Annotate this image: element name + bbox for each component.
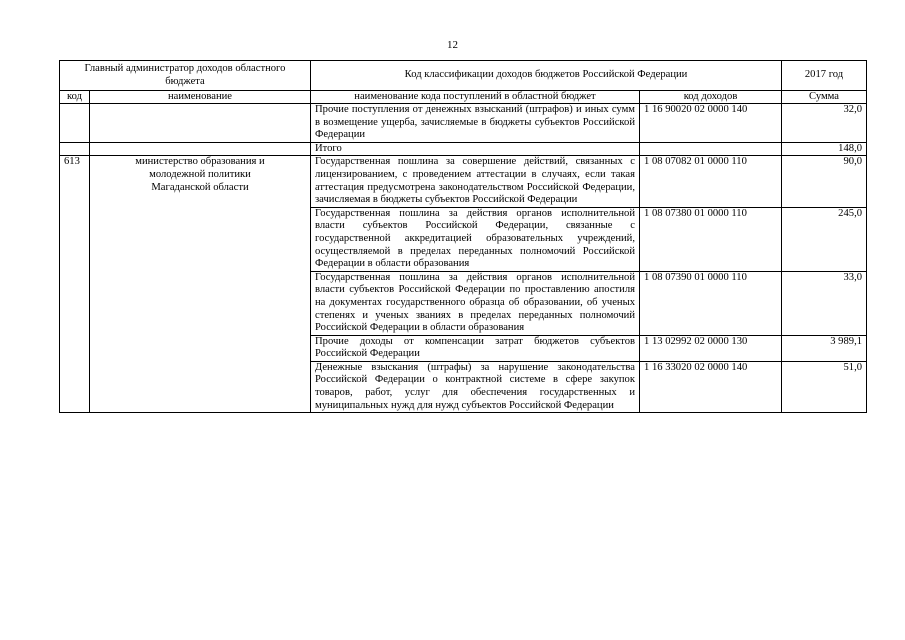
income-code-cell: 1 08 07380 01 0000 110 — [640, 207, 782, 271]
income-description-cell: Прочие доходы от компенсации затрат бюджетов субъектов Российской Федерации — [311, 335, 640, 361]
header-admin-group: Главный администратор доходов областного бюджета — [60, 61, 311, 91]
revenue-table — [59, 60, 867, 413]
admin-code-cell — [60, 142, 90, 156]
table-header-row — [60, 61, 867, 91]
income-description-cell: Денежные взыскания (штрафы) за нарушение законодательства Российской Федерации о контрактной системе в сфере закупок товаров, работ, услуг для обеспечения государственных и муниципальных нужд для нужд субъектов Российской Федерации — [311, 361, 640, 412]
table-subheader-row — [60, 91, 867, 104]
income-code-cell: 1 16 90020 02 0000 140 — [640, 104, 782, 143]
amount-cell: 33,0 — [782, 271, 867, 335]
header-sum: Сумма — [782, 91, 867, 104]
admin-name-cell — [90, 156, 311, 413]
amount-cell: 245,0 — [782, 207, 867, 271]
amount-cell: 3 989,1 — [782, 335, 867, 361]
admin-name-cell — [90, 104, 311, 143]
income-code-cell: 1 08 07390 01 0000 110 — [640, 271, 782, 335]
admin-code-cell — [60, 104, 90, 143]
header-code: код — [60, 91, 90, 104]
amount-cell: 51,0 — [782, 361, 867, 412]
total-label: Итого — [311, 142, 640, 156]
header-income-code: код доходов — [640, 91, 782, 104]
page-number: 12 — [447, 39, 458, 51]
total-amount: 148,0 — [782, 142, 867, 156]
header-name: наименование — [90, 91, 311, 104]
income-description-cell: Государственная пошлина за совершение действий, связанных с лицензированием, с проведением аттестации в случаях, если такая аттестация предусмотрена законодательством Российской Федерации, зачисляемая в бюджеты субъектов Российской Федерации — [311, 156, 640, 207]
amount-cell: 90,0 — [782, 156, 867, 207]
admin-name-text: министерство образования и молодежной политики Магаданской области — [135, 156, 265, 193]
income-description-cell: Прочие поступления от денежных взысканий (штрафов) и иных сумм в возмещение ущерба, зачисляемые в бюджеты субъектов Российской Федерации — [311, 104, 640, 143]
admin-code-cell: 613 — [60, 156, 90, 413]
income-code-cell: 1 08 07082 01 0000 110 — [640, 156, 782, 207]
income-description-cell: Государственная пошлина за действия органов исполнительной власти субъектов Российской Федерации по проставлению апостиля на документах государственного образца об образовании, об ученых степенях и ученых званиях в пределах переданных полномочий Российской Федерации в области образования — [311, 271, 640, 335]
income-description-cell: Государственная пошлина за действия органов исполнительной власти субъектов Российской Федерации, связанные с государственной аккредитацией образовательных учреждений, осуществляемой в пределах переданных полномочий Российской Федерации в области образования — [311, 207, 640, 271]
table-row — [60, 156, 867, 207]
admin-name-cell — [90, 142, 311, 156]
income-code-cell: 1 13 02992 02 0000 130 — [640, 335, 782, 361]
amount-cell: 32,0 — [782, 104, 867, 143]
income-code-cell — [640, 142, 782, 156]
header-year: 2017 год — [782, 61, 867, 91]
header-income-name: наименование кода поступлений в областной бюджет — [311, 91, 640, 104]
total-row — [60, 142, 867, 156]
header-classification-group: Код классификации доходов бюджетов Российской Федерации — [311, 61, 782, 91]
income-code-cell: 1 16 33020 02 0000 140 — [640, 361, 782, 412]
table-row — [60, 104, 867, 143]
